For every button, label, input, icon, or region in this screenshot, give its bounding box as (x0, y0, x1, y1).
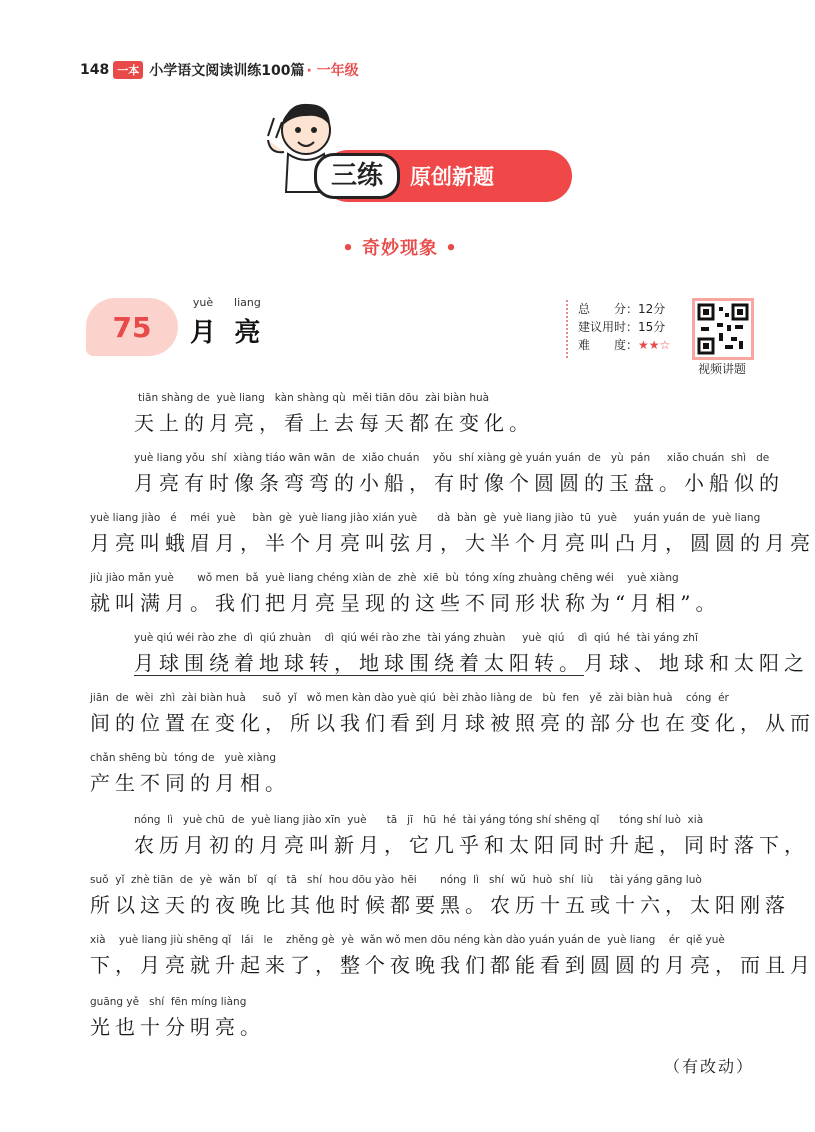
text-line (90, 752, 760, 798)
lesson-number-badge (86, 298, 178, 356)
pinyin: chǎn shēng bù tóng de yuè xiàng (90, 752, 276, 764)
hanzi: 产生不同的月相。 (90, 771, 290, 795)
hanzi-line (90, 648, 809, 678)
hanzi: 天上的月亮，看上去每天都在变化。 (134, 411, 534, 435)
revision-note: （有改动） (663, 1057, 754, 1076)
suggested-time: 建议用时：15分 (578, 320, 666, 334)
pinyin: jiān de wèi zhì zài biàn huà suǒ yǐ wǒ men kàn dào yuè qiú bèi zhào liàng de bù fen yě zài biàn huà cóng ér (90, 692, 729, 704)
title-pinyin: liang (234, 296, 261, 309)
grade-label: · 一年级 (306, 63, 359, 79)
banner-main: 三练 (314, 153, 400, 199)
qr-label: 视频讲题 (697, 362, 746, 376)
text-line (90, 392, 760, 438)
pinyin: nóng lì yuè chū de yuè liang jiào xīn yuè tā jī hū hé tài yáng tóng shí shēng qǐ tóng shí luò xià (134, 814, 704, 826)
hanzi: 农历月初的月亮叫新月，它几乎和太阳同时升起，同时落下， (134, 833, 809, 857)
text-line (90, 452, 784, 498)
text-line (90, 572, 760, 618)
page-number: 148 (80, 62, 110, 78)
pinyin: suǒ yǐ zhè tiān de yè wǎn bǐ qí tā shí hou dōu yào hēi nóng lì shí wǔ huò shí liù tài yáng gāng luò (90, 874, 702, 886)
book-series: 小学语文阅读训练100篇 (149, 63, 305, 79)
qr-code-icon[interactable] (692, 298, 754, 360)
underlined-sentence: 月球围绕着地球转，地球围绕着太阳转。 (134, 651, 584, 675)
pinyin: yuè qiú wéi rào zhe dì qiú zhuàn dì qiú wéi rào zhe tài yáng zhuàn yuè qiú dì qiú hé tài yáng zhī (134, 632, 698, 644)
hanzi: 光也十分明亮。 (90, 1015, 265, 1039)
text-line (90, 692, 815, 738)
page-header (80, 58, 359, 82)
pinyin: jiù jiào mǎn yuè wǒ men bǎ yuè liang chéng xiàn de zhè xiē bù tóng xíng zhuàng chēng wéi yuè xiàng (90, 572, 679, 584)
title-hanzi: 月 (190, 318, 217, 348)
text-line (90, 996, 760, 1042)
text-line (90, 814, 809, 860)
pinyin: yuè liang jiào é méi yuè bàn gè yuè liang jiào xián yuè dà bàn gè yuè liang jiào tū yuè yuán yuán de yuè liang (90, 512, 761, 524)
text-line (90, 874, 790, 920)
title-char (234, 296, 261, 349)
lesson-title (190, 296, 261, 349)
hanzi: 所以这天的夜晚比其他时候都要黑。农历十五或十六，太阳刚落 (90, 893, 790, 917)
text-line (90, 934, 815, 980)
pinyin: yuè liang yǒu shí xiàng tiáo wān wān de xiǎo chuán yǒu shí xiàng gè yuán yuán de yù pán xiǎo chuán shì de (134, 452, 770, 464)
title-char (190, 296, 216, 349)
total-score: 总 分：12分 (578, 302, 666, 316)
exercise-info (566, 300, 696, 358)
hanzi: 月亮叫蛾眉月，半个月亮叫弦月，大半个月亮叫凸月，圆圆的月亮 (90, 531, 815, 555)
pinyin: guāng yě shí fēn míng liàng (90, 996, 247, 1008)
pinyin: xià yuè liang jiù shēng qǐ lái le zhěng gè yè wǎn wǒ men dōu néng kàn dào yuán yuán de yuè liang ér qiě yuè (90, 934, 725, 946)
lesson-number: 75 (112, 310, 152, 344)
hanzi: 月球、地球和太阳之 (584, 651, 809, 675)
theme-title: • 奇妙现象 • (342, 238, 458, 259)
hanzi: 下，月亮就升起来了，整个夜晚我们都能看到圆圆的月亮，而且月 (90, 953, 815, 977)
difficulty (578, 336, 696, 354)
difficulty-label: 难 度： (578, 338, 639, 352)
difficulty-stars: ★★☆ (638, 338, 671, 352)
hanzi: 月亮有时像条弯弯的小船，有时像个圆圆的玉盘。小船似的 (134, 471, 784, 495)
text-line (90, 512, 815, 558)
title-hanzi: 亮 (234, 318, 261, 348)
brand-badge: 一本 (113, 61, 143, 79)
text-line (90, 632, 809, 678)
pinyin: tiān shàng de yuè liang kàn shàng qù měi tiān dōu zài biàn huà (138, 392, 490, 404)
banner-sub: 原创新题 (410, 165, 495, 189)
title-pinyin: yuè (192, 296, 214, 309)
section-banner (322, 150, 572, 202)
hanzi: 就叫满月。我们把月亮呈现的这些不同形状称为“月相”。 (90, 591, 721, 615)
hanzi: 间的位置在变化，所以我们看到月球被照亮的部分也在变化，从而 (90, 711, 815, 735)
